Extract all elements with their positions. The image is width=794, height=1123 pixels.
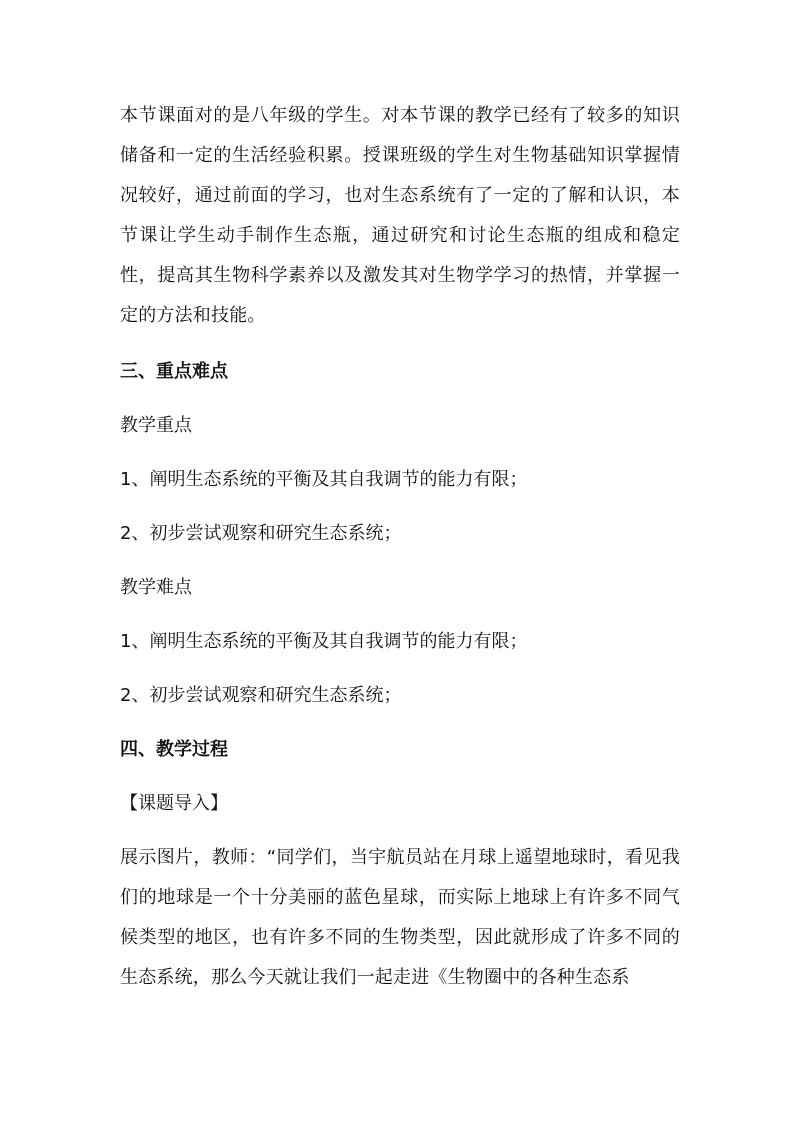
intro-paragraph: 本节课面对的是八年级的学生。对本节课的教学已经有了较多的知识储备和一定的生活经验积累。授课班级的学生对生物基础知识掌握情况较好，通过前面的学习，也对生态系统有了一定的了解和认识，本节课让学生动手制作生态瓶，通过研究和讨论生态瓶的组成和稳定性，提高其生物科学素养以及激发其对生物学学习的热情，并掌握一定的方法和技能。: [120, 105, 680, 326]
key-point-item: 2、初步尝试观察和研究生态系统；: [120, 523, 402, 544]
section-3-title: 三、重点难点: [120, 361, 228, 382]
difficult-point-item: 2、初步尝试观察和研究生态系统；: [120, 685, 402, 706]
difficult-points-label: 教学难点: [120, 577, 192, 598]
section-4-title: 四、教学过程: [120, 739, 228, 760]
document-content: [120, 96, 680, 1014]
key-point-item: 1、阐明生态系统的平衡及其自我调节的能力有限；: [120, 469, 528, 490]
process-paragraph: 展示图片，教师：“同学们，当宇航员站在月球上遥望地球时，看见我们的地球是一个十分美丽的蓝色星球，而实际上地球上有许多不同气候类型的地区，也有许多不同的生物类型，因此就形成了许多不同的生态系统，那么今天就让我们一起走进《生物圈中的各种生态系: [120, 847, 680, 988]
difficult-point-item: 1、阐明生态系统的平衡及其自我调节的能力有限；: [120, 631, 528, 652]
lesson-intro-label: 【课题导入】: [120, 793, 228, 814]
key-points-label: 教学重点: [120, 415, 192, 436]
